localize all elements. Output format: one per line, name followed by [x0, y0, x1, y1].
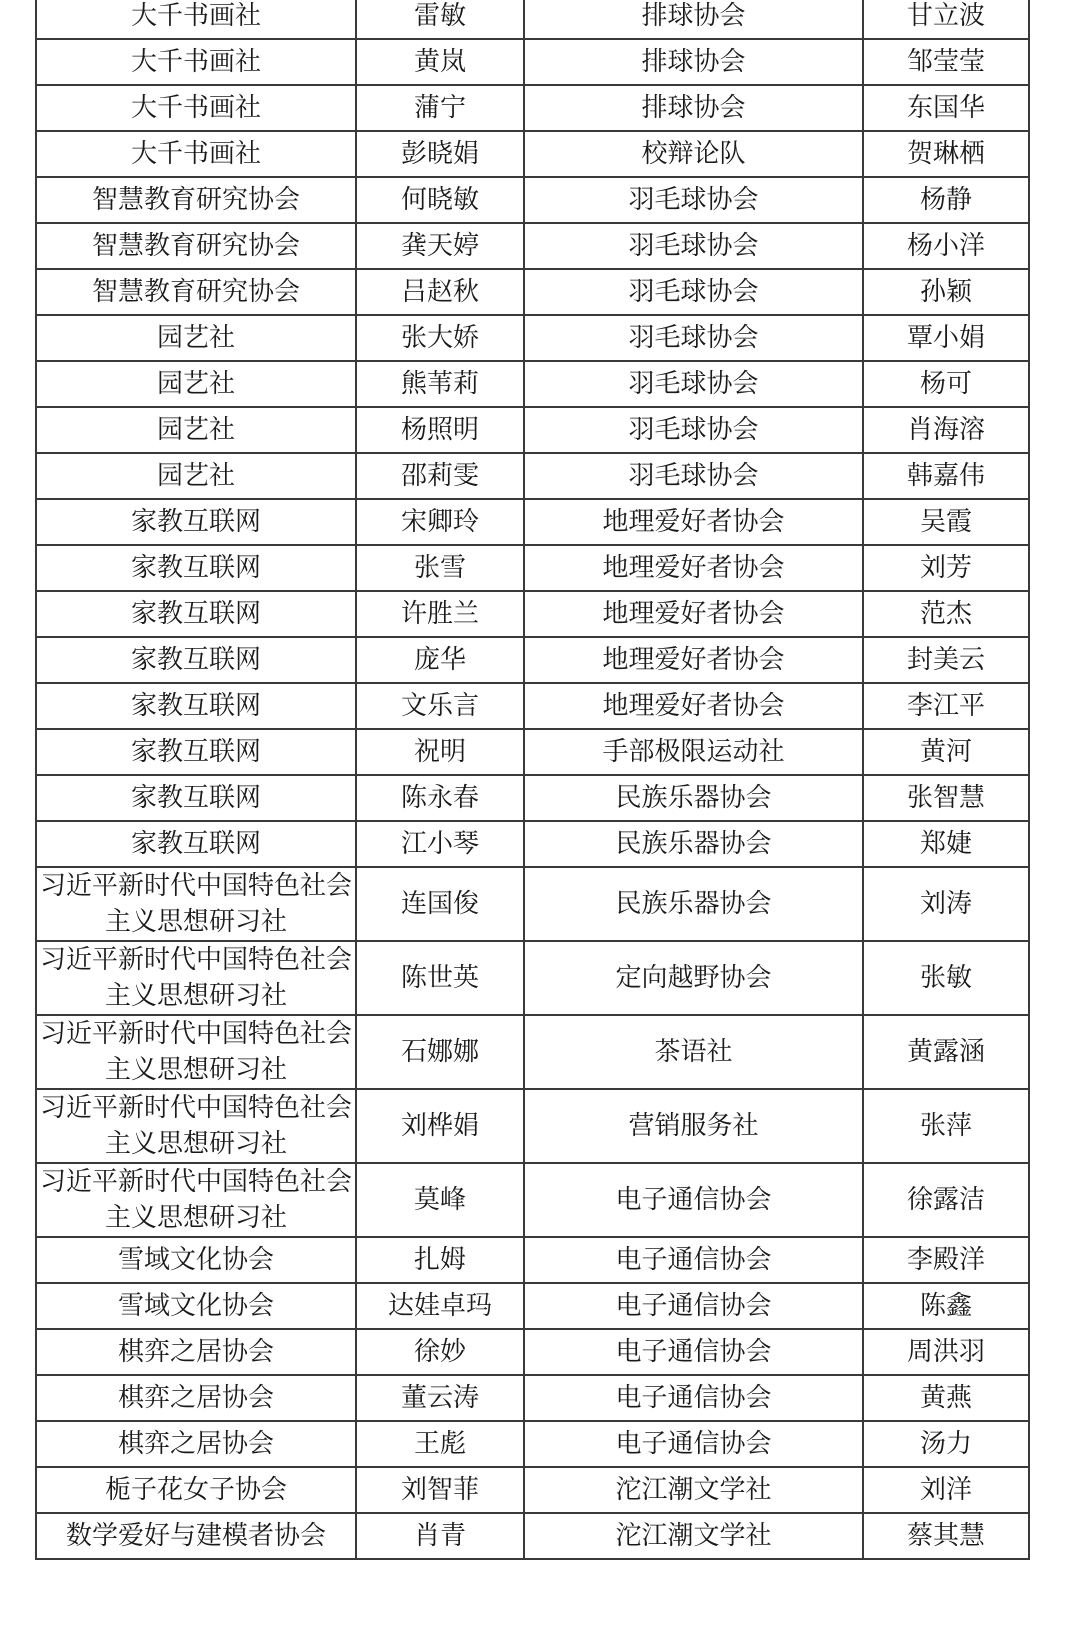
club-name-cell-2: 电子通信协会 — [524, 1329, 863, 1375]
member-name-cell-2: 张敏 — [863, 941, 1029, 1015]
table-row — [36, 1467, 1029, 1513]
club-name-cell: 栀子花女子协会 — [36, 1467, 356, 1513]
table-row — [36, 0, 1029, 39]
club-name-cell: 园艺社 — [36, 315, 356, 361]
club-name-cell-2: 民族乐器协会 — [524, 821, 863, 867]
roster-table-body — [36, 0, 1029, 1559]
table-row — [36, 1329, 1029, 1375]
club-name-cell-2: 羽毛球协会 — [524, 361, 863, 407]
table-row — [36, 1421, 1029, 1467]
club-name-cell: 智慧教育研究协会 — [36, 223, 356, 269]
club-name-cell-2: 电子通信协会 — [524, 1283, 863, 1329]
table-row — [36, 775, 1029, 821]
member-name-cell: 许胜兰 — [356, 591, 524, 637]
club-name-cell-2: 电子通信协会 — [524, 1237, 863, 1283]
member-name-cell-2: 邹莹莹 — [863, 39, 1029, 85]
member-name-cell: 江小琴 — [356, 821, 524, 867]
member-name-cell: 彭晓娟 — [356, 131, 524, 177]
member-name-cell: 连国俊 — [356, 867, 524, 941]
member-name-cell-2: 肖海溶 — [863, 407, 1029, 453]
member-name-cell-2: 封美云 — [863, 637, 1029, 683]
club-name-cell-2: 民族乐器协会 — [524, 867, 863, 941]
member-name-cell-2: 黄燕 — [863, 1375, 1029, 1421]
member-name-cell: 邵莉雯 — [356, 453, 524, 499]
member-name-cell-2: 孙颖 — [863, 269, 1029, 315]
club-name-cell-2: 排球协会 — [524, 85, 863, 131]
table-row — [36, 1375, 1029, 1421]
member-name-cell-2: 张智慧 — [863, 775, 1029, 821]
table-row — [36, 315, 1029, 361]
club-name-cell: 家教互联网 — [36, 591, 356, 637]
club-name-cell: 棋弈之居协会 — [36, 1375, 356, 1421]
member-name-cell-2: 刘芳 — [863, 545, 1029, 591]
table-row — [36, 407, 1029, 453]
club-name-cell-2: 手部极限运动社 — [524, 729, 863, 775]
club-name-cell: 雪域文化协会 — [36, 1283, 356, 1329]
member-name-cell-2: 周洪羽 — [863, 1329, 1029, 1375]
club-name-cell-2: 电子通信协会 — [524, 1163, 863, 1237]
club-name-cell: 棋弈之居协会 — [36, 1421, 356, 1467]
club-name-cell-2: 羽毛球协会 — [524, 269, 863, 315]
member-name-cell-2: 蔡其慧 — [863, 1513, 1029, 1559]
member-name-cell: 宋卿玲 — [356, 499, 524, 545]
table-row — [36, 545, 1029, 591]
member-name-cell: 莫峰 — [356, 1163, 524, 1237]
table-row — [36, 1015, 1029, 1089]
table-row — [36, 1163, 1029, 1237]
member-name-cell-2: 黄露涵 — [863, 1015, 1029, 1089]
club-name-cell: 习近平新时代中国特色社会主义思想研习社 — [36, 867, 356, 941]
club-name-cell-2: 营销服务社 — [524, 1089, 863, 1163]
member-name-cell-2: 刘洋 — [863, 1467, 1029, 1513]
club-name-cell-2: 羽毛球协会 — [524, 177, 863, 223]
member-name-cell-2: 东国华 — [863, 85, 1029, 131]
member-name-cell: 庞华 — [356, 637, 524, 683]
table-row — [36, 1089, 1029, 1163]
club-name-cell: 家教互联网 — [36, 499, 356, 545]
member-name-cell-2: 范杰 — [863, 591, 1029, 637]
club-name-cell-2: 沱江潮文学社 — [524, 1513, 863, 1559]
club-name-cell-2: 羽毛球协会 — [524, 407, 863, 453]
club-name-cell: 棋弈之居协会 — [36, 1329, 356, 1375]
member-name-cell: 祝明 — [356, 729, 524, 775]
club-name-cell-2: 羽毛球协会 — [524, 315, 863, 361]
club-name-cell: 智慧教育研究协会 — [36, 177, 356, 223]
club-name-cell: 园艺社 — [36, 361, 356, 407]
table-row — [36, 361, 1029, 407]
member-name-cell-2: 黄河 — [863, 729, 1029, 775]
member-name-cell: 吕赵秋 — [356, 269, 524, 315]
club-name-cell: 家教互联网 — [36, 775, 356, 821]
member-name-cell-2: 郑婕 — [863, 821, 1029, 867]
table-row — [36, 637, 1029, 683]
member-name-cell: 杨照明 — [356, 407, 524, 453]
club-name-cell: 习近平新时代中国特色社会主义思想研习社 — [36, 1089, 356, 1163]
club-name-cell: 大千书画社 — [36, 131, 356, 177]
club-name-cell: 习近平新时代中国特色社会主义思想研习社 — [36, 1015, 356, 1089]
club-name-cell-2: 羽毛球协会 — [524, 453, 863, 499]
club-name-cell-2: 排球协会 — [524, 39, 863, 85]
member-name-cell-2: 杨静 — [863, 177, 1029, 223]
member-name-cell-2: 李殿洋 — [863, 1237, 1029, 1283]
table-row — [36, 591, 1029, 637]
club-name-cell-2: 地理爱好者协会 — [524, 637, 863, 683]
table-row — [36, 131, 1029, 177]
table-row — [36, 821, 1029, 867]
club-name-cell-2: 羽毛球协会 — [524, 223, 863, 269]
member-name-cell: 肖青 — [356, 1513, 524, 1559]
club-name-cell: 园艺社 — [36, 407, 356, 453]
member-name-cell: 熊苇莉 — [356, 361, 524, 407]
club-name-cell-2: 地理爱好者协会 — [524, 545, 863, 591]
member-name-cell: 陈世英 — [356, 941, 524, 1015]
club-name-cell-2: 地理爱好者协会 — [524, 591, 863, 637]
member-name-cell: 文乐言 — [356, 683, 524, 729]
member-name-cell: 扎姆 — [356, 1237, 524, 1283]
member-name-cell: 达娃卓玛 — [356, 1283, 524, 1329]
club-name-cell-2: 地理爱好者协会 — [524, 683, 863, 729]
member-name-cell: 董云涛 — [356, 1375, 524, 1421]
club-name-cell: 雪域文化协会 — [36, 1237, 356, 1283]
table-row — [36, 85, 1029, 131]
member-name-cell: 王彪 — [356, 1421, 524, 1467]
table-row — [36, 1283, 1029, 1329]
club-name-cell: 家教互联网 — [36, 545, 356, 591]
member-name-cell: 黄岚 — [356, 39, 524, 85]
club-name-cell-2: 电子通信协会 — [524, 1421, 863, 1467]
club-name-cell: 大千书画社 — [36, 85, 356, 131]
table-row — [36, 269, 1029, 315]
table-row — [36, 729, 1029, 775]
club-name-cell-2: 排球协会 — [524, 0, 863, 39]
table-row — [36, 499, 1029, 545]
member-name-cell-2: 吴霞 — [863, 499, 1029, 545]
member-name-cell: 陈永春 — [356, 775, 524, 821]
member-name-cell-2: 杨小洋 — [863, 223, 1029, 269]
member-name-cell: 何晓敏 — [356, 177, 524, 223]
member-name-cell: 龚天婷 — [356, 223, 524, 269]
table-row — [36, 683, 1029, 729]
club-name-cell-2: 茶语社 — [524, 1015, 863, 1089]
club-name-cell: 家教互联网 — [36, 821, 356, 867]
member-name-cell-2: 陈鑫 — [863, 1283, 1029, 1329]
club-name-cell-2: 电子通信协会 — [524, 1375, 863, 1421]
member-name-cell: 石娜娜 — [356, 1015, 524, 1089]
member-name-cell-2: 刘涛 — [863, 867, 1029, 941]
table-row — [36, 39, 1029, 85]
club-name-cell: 家教互联网 — [36, 729, 356, 775]
club-name-cell: 家教互联网 — [36, 637, 356, 683]
member-name-cell: 徐妙 — [356, 1329, 524, 1375]
club-name-cell: 园艺社 — [36, 453, 356, 499]
club-name-cell-2: 地理爱好者协会 — [524, 499, 863, 545]
member-name-cell-2: 甘立波 — [863, 0, 1029, 39]
member-name-cell: 张大娇 — [356, 315, 524, 361]
club-name-cell: 大千书画社 — [36, 39, 356, 85]
table-row — [36, 177, 1029, 223]
member-name-cell-2: 汤力 — [863, 1421, 1029, 1467]
club-name-cell-2: 校辩论队 — [524, 131, 863, 177]
table-row — [36, 1513, 1029, 1559]
club-name-cell-2: 定向越野协会 — [524, 941, 863, 1015]
club-name-cell: 习近平新时代中国特色社会主义思想研习社 — [36, 941, 356, 1015]
club-name-cell-2: 沱江潮文学社 — [524, 1467, 863, 1513]
table-row — [36, 453, 1029, 499]
member-name-cell-2: 李江平 — [863, 683, 1029, 729]
table-row — [36, 1237, 1029, 1283]
member-name-cell-2: 韩嘉伟 — [863, 453, 1029, 499]
member-name-cell: 刘智菲 — [356, 1467, 524, 1513]
member-name-cell-2: 覃小娟 — [863, 315, 1029, 361]
club-name-cell: 智慧教育研究协会 — [36, 269, 356, 315]
member-name-cell: 雷敏 — [356, 0, 524, 39]
member-name-cell-2: 贺琳栖 — [863, 131, 1029, 177]
club-name-cell-2: 民族乐器协会 — [524, 775, 863, 821]
member-name-cell: 刘桦娟 — [356, 1089, 524, 1163]
member-name-cell-2: 杨可 — [863, 361, 1029, 407]
table-row — [36, 223, 1029, 269]
club-name-cell: 数学爱好与建模者协会 — [36, 1513, 356, 1559]
roster-table — [35, 0, 1030, 1560]
member-name-cell: 张雪 — [356, 545, 524, 591]
club-name-cell: 家教互联网 — [36, 683, 356, 729]
club-name-cell: 习近平新时代中国特色社会主义思想研习社 — [36, 1163, 356, 1237]
member-name-cell-2: 徐露洁 — [863, 1163, 1029, 1237]
member-name-cell-2: 张萍 — [863, 1089, 1029, 1163]
table-row — [36, 941, 1029, 1015]
table-row — [36, 867, 1029, 941]
member-name-cell: 蒲宁 — [356, 85, 524, 131]
club-name-cell: 大千书画社 — [36, 0, 356, 39]
